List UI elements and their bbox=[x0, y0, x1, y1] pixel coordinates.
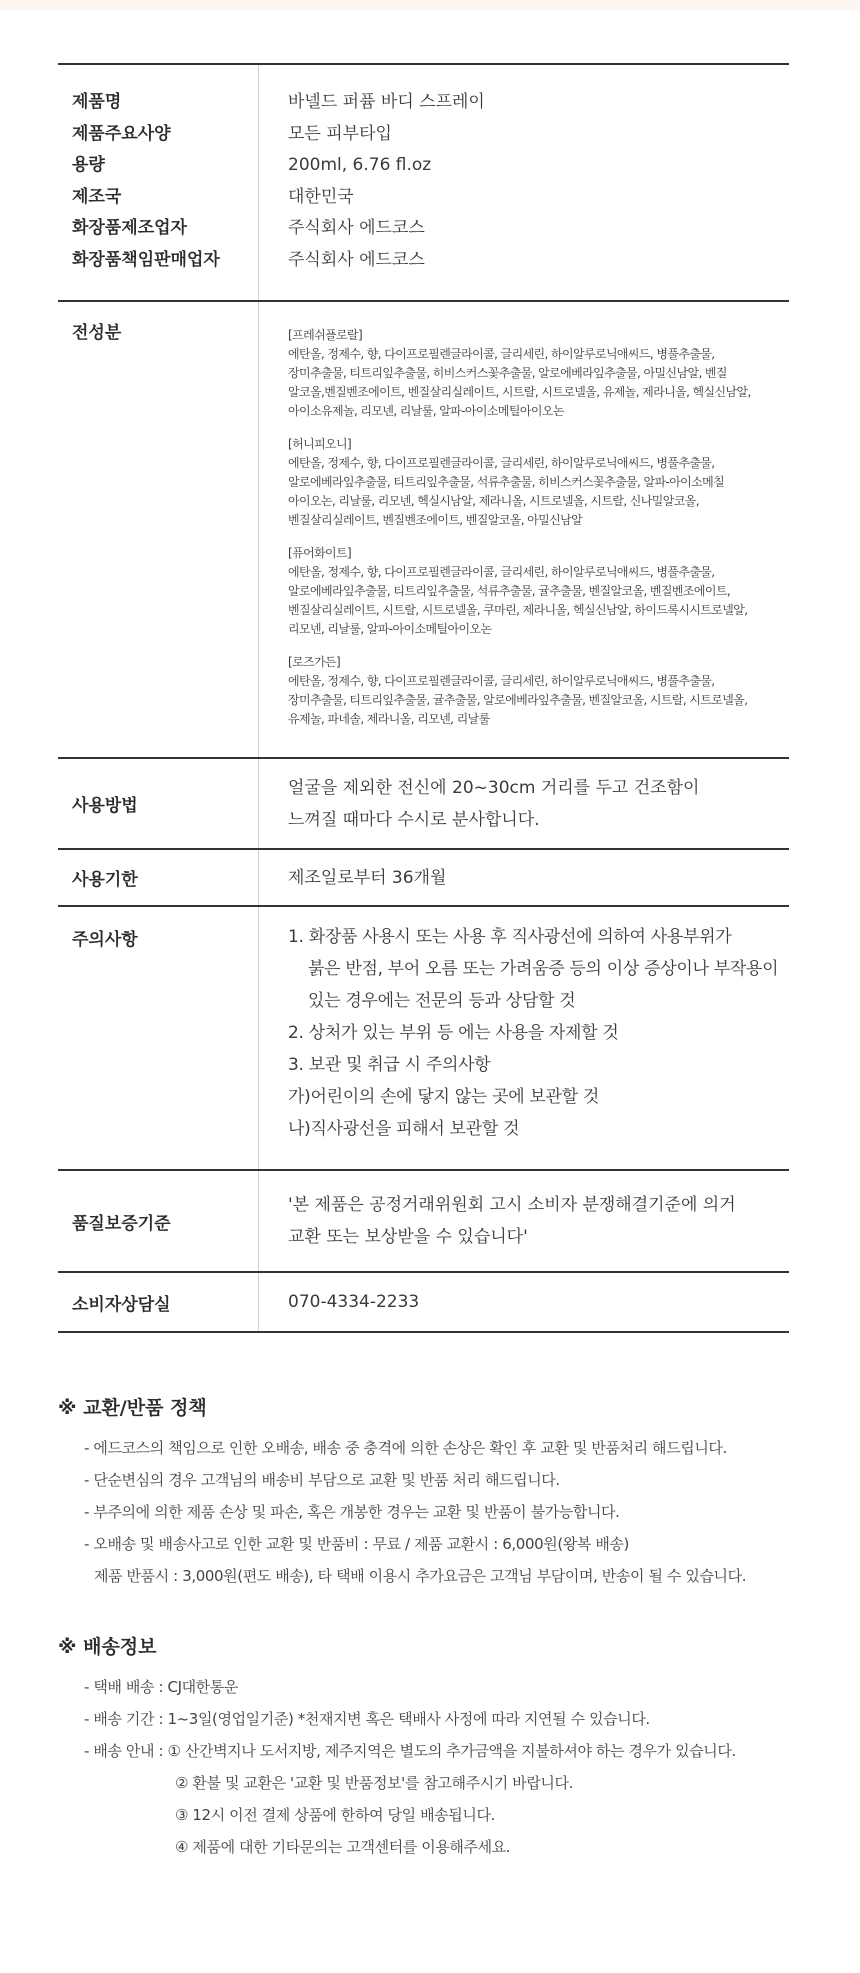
caution-label: 주의사항 bbox=[72, 930, 138, 950]
expiry-label: 사용기한 bbox=[72, 870, 138, 890]
product-name-label: 제품명 bbox=[72, 92, 122, 112]
usage-text: 느껴질 때마다 수시로 분사합니다. bbox=[288, 809, 540, 830]
ingredient-line: 장미추출물, 티트리잎추출물, 히비스커스꽃추출물, 알로에베라잎추출물, 아밀신남알, 벤질 bbox=[288, 366, 727, 380]
shipping-line: ③ 12시 이전 결제 상품에 한하여 당일 배송됩니다. bbox=[175, 1806, 495, 1824]
policy-line: 제품 반품시 : 3,000원(편도 배송), 타 택배 이용시 추가요금은 고객님 부담이며, 반송이 될 수 있습니다. bbox=[94, 1567, 747, 1585]
usage-label: 사용방법 bbox=[72, 796, 138, 816]
ingredient-line: 에탄올, 정제수, 향, 다이프로필렌글라이콜, 글리세린, 하이알루로닉애씨드, 병풀추출물, bbox=[288, 674, 715, 688]
seller-label: 화장품책임판매업자 bbox=[72, 249, 220, 270]
usage-row bbox=[58, 759, 789, 850]
exchange-policy-title: ※ 교환/반품 정책 bbox=[58, 1397, 207, 1419]
consult-label: 소비자상담실 bbox=[72, 1294, 171, 1315]
ingredient-line: 알로에베라잎추출물, 티트리잎추출물, 석류추출물, 히비스커스꽃추출물, 알파-아이소메칠 bbox=[288, 475, 725, 489]
caution-line: 나)직사광선을 피해서 보관할 것 bbox=[288, 1119, 520, 1139]
ingredient-group-pure-white bbox=[288, 544, 787, 639]
shipping-line: ② 환불 및 교환은 '교환 및 반품정보'를 참고해주시기 바랍니다. bbox=[175, 1774, 573, 1792]
ingredient-line: 알코올,벤질벤조에이트, 벤질살리실레이트, 시트랄, 시트로넬올, 유제놀, 제라니올, 헥실신남알, bbox=[288, 385, 751, 399]
policy-line: - 에드코스의 책임으로 인한 오배송, 배송 중 충격에 의한 손상은 확인 후 교환 및 반품처리 해드립니다. bbox=[84, 1439, 727, 1457]
shipping-line: ④ 제품에 대한 기타문의는 고객센터를 이용해주세요. bbox=[175, 1838, 511, 1856]
quality-text: 교환 또는 보상받을 수 있습니다' bbox=[288, 1227, 528, 1247]
ingredients-label-cell bbox=[58, 302, 259, 757]
consult-row bbox=[58, 1273, 789, 1333]
consult-label-cell bbox=[58, 1273, 259, 1331]
ingredient-group-title: [로즈가든] bbox=[288, 655, 341, 669]
ingredient-line: 벤질살리실레이트, 시트랄, 시트로넬올, 쿠마린, 제라니올, 헥실신남알, 하이드록시시트로넬알, bbox=[288, 603, 748, 617]
consult-phone: 070-4334-2233 bbox=[288, 1292, 420, 1312]
expiry-value: 제조일로부터 36개월 bbox=[288, 867, 447, 888]
ingredient-line: 에탄올, 정제수, 향, 다이프로필렌글라이콜, 글리세린, 하이알루로닉애씨드, 병풀추출물, bbox=[288, 456, 715, 470]
manufacturer-label: 화장품제조업자 bbox=[72, 218, 187, 238]
basic-info-values bbox=[259, 65, 789, 300]
country-label: 제조국 bbox=[72, 186, 122, 207]
caution-line: 가)어린이의 손에 닿지 않는 곳에 보관할 것 bbox=[288, 1087, 600, 1107]
ingredient-line: 장미추출물, 티트리잎추출물, 귤추출물, 알로에베라잎추출물, 벤질알코올, 시트랄, 시트로넬올, bbox=[288, 693, 748, 707]
caution-line: 있는 경우에는 전문의 등과 상담할 것 bbox=[308, 991, 576, 1011]
ingredient-line: 아이오논, 리날룰, 리모넨, 헥실시남알, 제라니올, 시트로넬올, 시트랄, 신나밀알코올, bbox=[288, 494, 699, 508]
policy-line: - 오배송 및 배송사고로 인한 교환 및 반품비 : 무료 / 제품 교환시 : 6,000원(왕복 배송) bbox=[84, 1535, 629, 1553]
usage-text: 얼굴을 제외한 전신에 20~30cm 거리를 두고 건조함이 bbox=[288, 777, 700, 798]
seller-value: 주식회사 에드코스 bbox=[288, 249, 425, 270]
ingredients-label: 전성분 bbox=[72, 323, 122, 343]
ingredient-group-honey-peony bbox=[288, 435, 787, 530]
policy-line: - 단순변심의 경우 고객님의 배송비 부담으로 교환 및 반품 처리 해드립니다. bbox=[84, 1471, 560, 1489]
caution-line: 붉은 반점, 부어 오름 또는 가려움증 등의 이상 증상이나 부작용이 bbox=[308, 959, 779, 979]
country-value: 대한민국 bbox=[288, 186, 354, 207]
product-spec-label: 제품주요사양 bbox=[72, 123, 171, 144]
expiry-row bbox=[58, 850, 789, 907]
ingredient-line: 에탄올, 정제수, 향, 다이프로필렌글라이콜, 글리세린, 하이알루로닉애씨드, 병풀추출물, bbox=[288, 565, 715, 579]
ingredient-group-title: [허니피오니] bbox=[288, 437, 352, 451]
caution-label-cell bbox=[58, 907, 259, 1169]
product-info-table bbox=[58, 63, 789, 1333]
usage-value-cell bbox=[259, 759, 789, 848]
volume-label: 용량 bbox=[72, 155, 105, 175]
ingredient-line: 리모넨, 리날룰, 알파-아이소메틸아이오논 bbox=[288, 622, 492, 636]
ingredient-group-title: [퓨어화이트] bbox=[288, 546, 352, 560]
ingredient-line: 알로에베라잎추출물, 티트리잎추출물, 석류추출물, 귤추출물, 벤질알코올, 벤질벤조에이트, bbox=[288, 584, 731, 598]
ingredient-line: 에탄올, 정제수, 향, 다이프로필렌글라이콜, 글리세린, 하이알루로닉애씨드, 병풀추출물, bbox=[288, 347, 715, 361]
ingredient-group-title: [프레쉬플로랄] bbox=[288, 328, 363, 342]
caution-line: 2. 상처가 있는 부위 등 에는 사용을 자제할 것 bbox=[288, 1023, 619, 1043]
expiry-value-cell bbox=[259, 850, 789, 905]
caution-line: 3. 보관 및 취급 시 주의사항 bbox=[288, 1055, 491, 1075]
ingredient-line: 벤질살리실레이트, 벤질벤조에이트, 벤질알코올, 아밀신남알 bbox=[288, 513, 583, 527]
shipping-info-title: ※ 배송정보 bbox=[58, 1636, 157, 1658]
policy-line: - 부주의에 의한 제품 손상 및 파손, 혹은 개봉한 경우는 교환 및 반품이 불가능합니다. bbox=[84, 1503, 620, 1521]
ingredient-line: 유제놀, 파네솔, 제라니올, 리모넨, 리날룰 bbox=[288, 712, 490, 726]
expiry-label-cell bbox=[58, 850, 259, 905]
volume-value: 200ml, 6.76 fl.oz bbox=[288, 155, 432, 175]
caution-value-cell bbox=[259, 907, 789, 1169]
manufacturer-value: 주식회사 에드코스 bbox=[288, 218, 425, 238]
product-name-value: 바넬드 퍼퓸 바디 스프레이 bbox=[288, 92, 485, 112]
quality-label-cell bbox=[58, 1171, 259, 1271]
shipping-line: - 배송 안내 : ① 산간벽지나 도서지방, 제주지역은 별도의 추가금액을 지불하셔야 하는 경우가 있습니다. bbox=[84, 1742, 736, 1760]
quality-row bbox=[58, 1171, 789, 1273]
exchange-policy-section bbox=[58, 1393, 848, 1592]
ingredient-line: 아이소유제놀, 리모넨, 리날룰, 알파-아이소메틸아이오논 bbox=[288, 404, 564, 418]
ingredients-row bbox=[58, 302, 789, 759]
quality-text: '본 제품은 공정거래위원회 고시 소비자 분쟁해결기준에 의거 bbox=[288, 1195, 736, 1215]
shipping-line: - 배송 기간 : 1~3일(영업일기준) *천재지변 혹은 택배사 사정에 따라 지연될 수 있습니다. bbox=[84, 1710, 650, 1728]
basic-info-labels bbox=[58, 65, 259, 300]
ingredient-group-fresh-floral bbox=[288, 326, 787, 421]
ingredient-group-rose-garden bbox=[288, 653, 787, 729]
usage-label-cell bbox=[58, 759, 259, 848]
quality-label: 품질보증기준 bbox=[72, 1213, 171, 1234]
quality-value-cell bbox=[259, 1171, 789, 1271]
caution-row bbox=[58, 907, 789, 1171]
shipping-line: - 택배 배송 : CJ대한통운 bbox=[84, 1678, 238, 1696]
consult-value-cell bbox=[259, 1273, 789, 1331]
ingredients-value-cell bbox=[259, 302, 789, 757]
basic-info-row bbox=[58, 65, 789, 302]
top-accent-bar bbox=[0, 0, 860, 10]
caution-line: 1. 화장품 사용시 또는 사용 후 직사광선에 의하여 사용부위가 bbox=[288, 927, 732, 947]
shipping-info-section bbox=[58, 1632, 848, 1863]
product-spec-value: 모든 피부타입 bbox=[288, 123, 392, 144]
